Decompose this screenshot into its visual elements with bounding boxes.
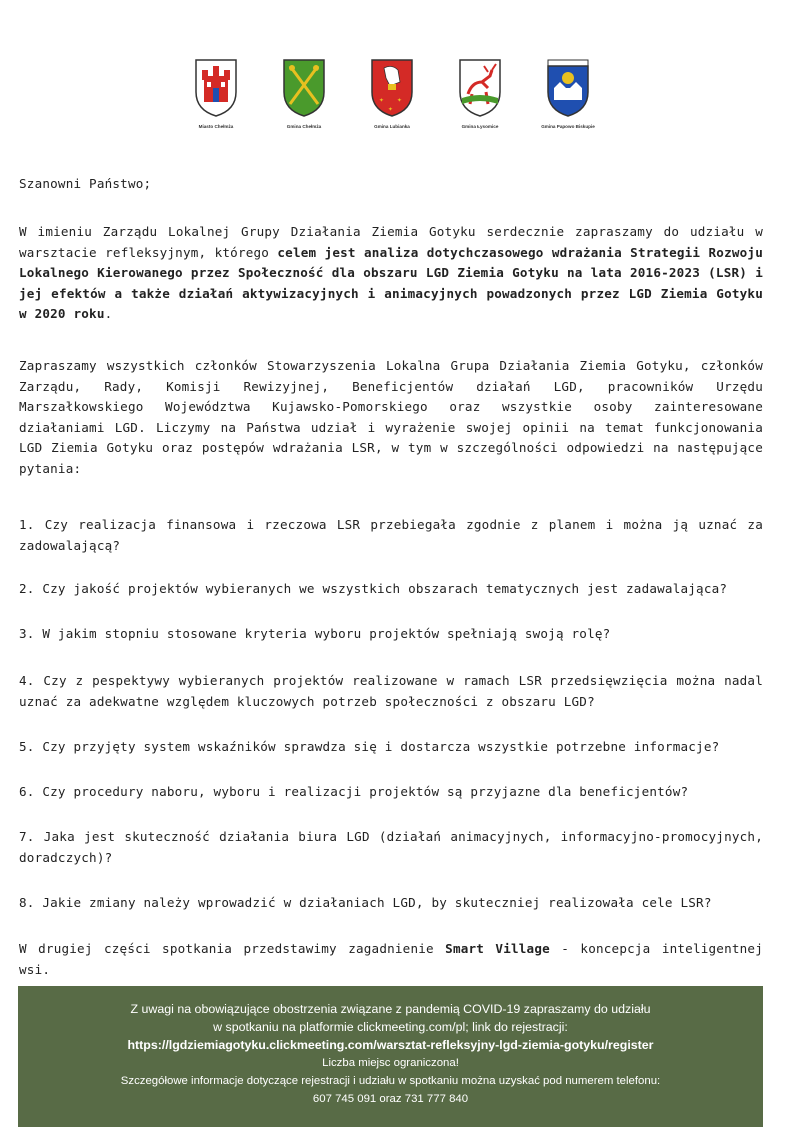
question-7: 7. Jaka jest skuteczność działania biura LGD (działań animacyjnych, informacyjno-promocyjnych, doradczych)? <box>19 829 763 865</box>
crest-caption: Gmina Papowo Biskupie <box>541 124 595 129</box>
paragraph-invitation-end: . <box>104 306 113 321</box>
paragraph-invitation-text: W imieniu Zarządu Lokalnej Grupy Działania Ziemia Gotyku serdecznie zapraszamy do udziału w warsztacie refleksyjnym, którego <box>19 224 763 260</box>
paragraph-invitation-goal: celem jest analiza dotychczasowego wdrażania Strategii Rozwoju Lokalnego Kierowanego przez Społeczność dla obszaru LGD Ziemia Gotyku na lata 2016-2023 (LSR) i jej efektów a także działań aktywizacyjnych i animacyjnych powadzonych przez LGD Ziemia Gotyku w 2020 roku <box>19 244 763 321</box>
crest-caption: Gmina Lubianka <box>374 124 410 129</box>
question-4: 4. Czy z pespektywy wybieranych projektów realizowane w ramach LSR przedsięwzięcia można nadal uznać za adekwatne względem kluczowych potrzeb społeczności z obszaru LGD? <box>19 673 763 709</box>
greeting: Szanowni Państwo; <box>19 176 152 191</box>
smart-village-text: W drugiej części spotkania przedstawimy zagadnienie <box>19 941 446 956</box>
registration-link[interactable]: https://lgdziemiagotyku.clickmeeting.com/warsztat-refleksyjny-lgd-ziemia-gotyku/register <box>127 1038 654 1052</box>
contact-info: Szczegółowe informacje dotyczące rejestracji i udziału w spotkaniu można uzyskać pod numerem telefonu: <box>120 1075 661 1087</box>
question-2: 2. Czy jakość projektów wybieranych we wszystkich obszarach tematycznych jest zadawalająca? <box>19 581 728 596</box>
smart-village-text-end: - koncepcja inteligentnej wsi. <box>19 941 763 977</box>
municipal-crests-row <box>186 58 606 154</box>
svg-text:✦: ✦ <box>388 104 393 113</box>
banner-line-2: w spotkaniu na platformie clickmeeting.com/pl; link do rejestracji: <box>213 1020 568 1034</box>
banner-line-1: Z uwagi na obowiązujące obostrzenia związane z pandemią COVID-19 zapraszamy do udziału <box>130 1002 651 1016</box>
chelmza-commune-crest-icon <box>282 58 326 118</box>
crest-caption: Gmina Łysomice <box>461 124 499 129</box>
paragraph-audience: Zapraszamy wszystkich członków Stowarzyszenia Lokalna Grupa Działania Ziemia Gotyku, członków Zarządu, Rady, Komisji Rewizyjnej, Beneficjentów działań LGD, pracowników Urzędu Marszałkowskiego Województwa Kujawsko-Pomorskiego oraz wszystkie osoby zainteresowane działaniami LGD. Liczymy na Państwa udział i wyrażenie swojej opinii na temat funkcjonowania LGD Ziemia Gotyku oraz postępów wdrażania LSR, w tym w szczególności odpowiedzi na następujące pytania: <box>19 358 763 476</box>
phone-numbers: 607 745 091 oraz 731 777 840 <box>312 1093 469 1105</box>
svg-text:✦: ✦ <box>379 95 384 104</box>
crest-5 <box>538 58 598 130</box>
crest-3 <box>362 58 422 130</box>
seats-limited-note: Liczba miejsc ograniczona! <box>322 1057 459 1069</box>
lubianka-commune-crest-icon <box>370 58 414 118</box>
question-1: 1. Czy realizacja finansowa i rzeczowa LSR przebiegała zgodnie z planem i można ją uznać za zadowalającą? <box>19 517 763 553</box>
crest-caption: Gmina Chełmża <box>286 124 322 129</box>
crest-4 <box>450 58 510 130</box>
smart-village-term: Smart Village <box>445 941 550 956</box>
crest-caption: Miasto Chełmża <box>198 124 234 129</box>
crest-1 <box>186 58 246 130</box>
question-3: 3. W jakim stopniu stosowane kryteria wyboru projektów spełniają swoją rolę? <box>19 626 611 641</box>
crest-2 <box>274 58 334 130</box>
paragraph-invitation <box>19 222 763 325</box>
brodnica-town-crest-icon <box>194 58 238 118</box>
registration-banner <box>18 986 763 1127</box>
paragraph-smart-village <box>19 939 763 980</box>
question-5: 5. Czy przyjęty system wskaźników sprawdza się i dostarcza wszystkie potrzebne informacje? <box>19 739 720 754</box>
lysomice-commune-crest-icon <box>458 58 502 118</box>
svg-text:✦: ✦ <box>397 95 402 104</box>
question-6: 6. Czy procedury naboru, wyboru i realizacji projektów są przyjazne dla beneficjentów? <box>19 784 689 799</box>
question-8: 8. Jakie zmiany należy wprowadzić w działaniach LGD, by skuteczniej realizowała cele LSR? <box>19 895 712 910</box>
papowo-biskupie-commune-crest-icon <box>546 58 590 118</box>
